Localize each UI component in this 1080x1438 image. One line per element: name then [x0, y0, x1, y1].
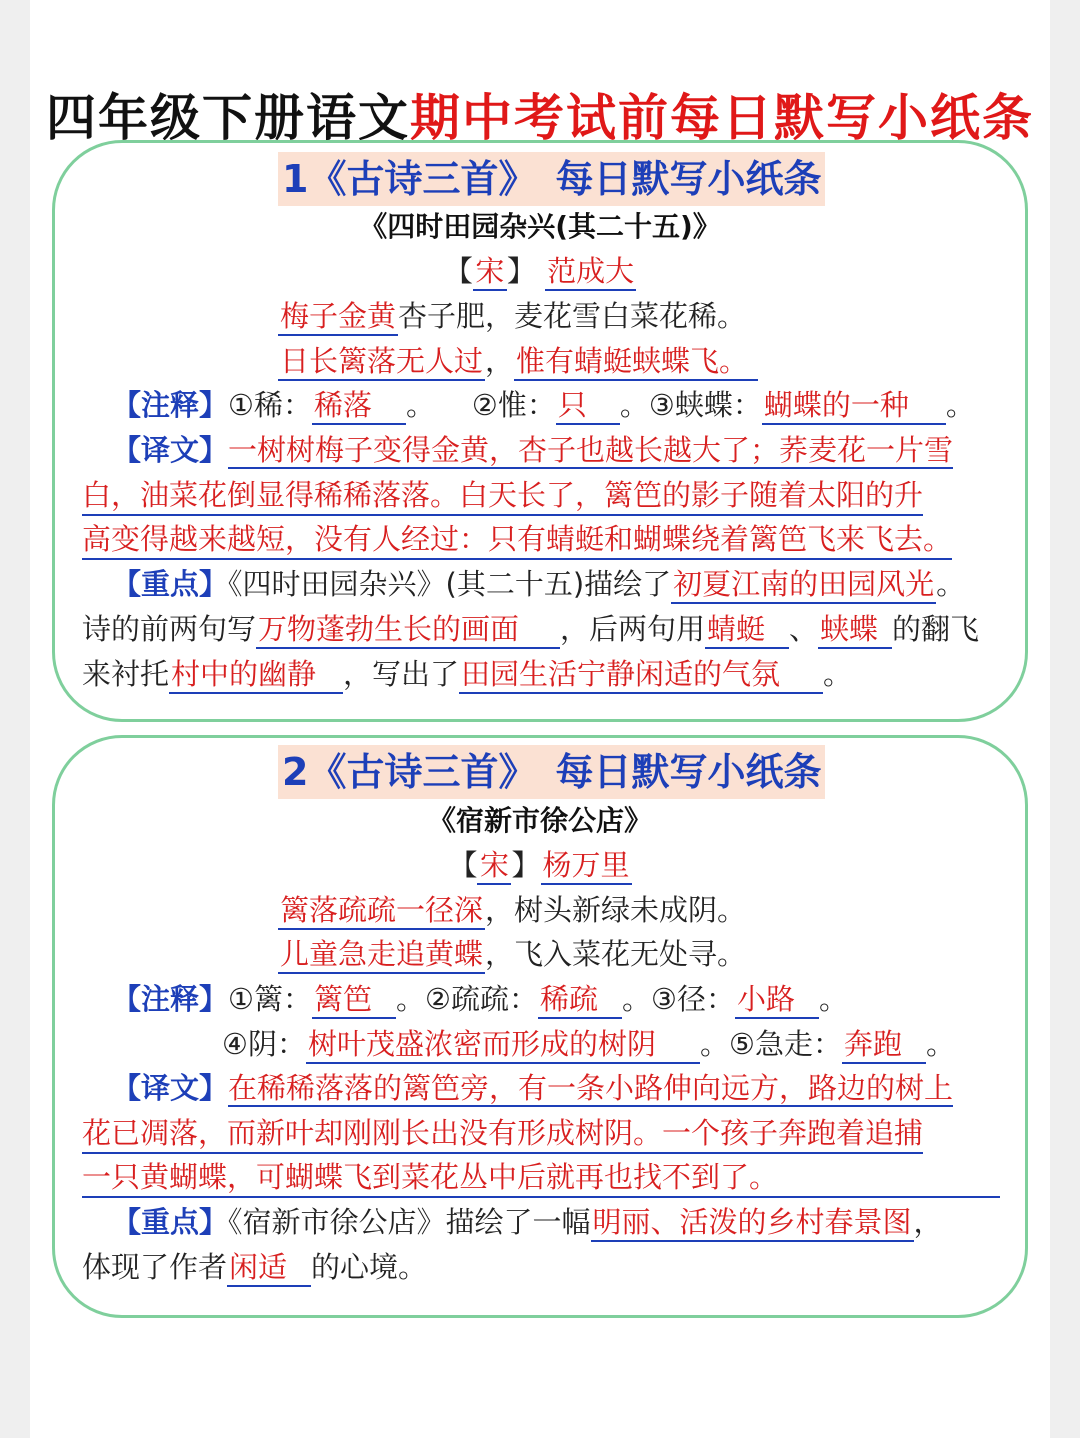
card-2-note3-answer: 小路 — [735, 981, 819, 1019]
card-1-key2-answer1: 万物蓬勃生长的画面 — [256, 611, 560, 649]
card-2-line1-rest: ，树头新绿未成阴。 — [485, 893, 747, 927]
key-text: 。 — [823, 657, 853, 691]
key-text: 诗的前两句写 — [82, 612, 257, 646]
note-prefix: ④阴： — [222, 1027, 306, 1061]
card-2-dynasty: 宋 — [477, 847, 511, 885]
card-1-key2-answer3: 蛱蝶 — [818, 611, 892, 649]
card-2-key2-answer: 闲适 — [227, 1249, 311, 1287]
translation-label: 【译文】 — [112, 1071, 229, 1105]
card-1-heading: 1《古诗三首》 每日默写小纸条 — [278, 152, 825, 206]
card-2-note5-answer: 奔跑 — [842, 1026, 926, 1064]
card-2-key-line-2 — [82, 1248, 427, 1287]
card-1-note2-answer: 只 — [556, 387, 620, 425]
note-prefix: ①篱： — [228, 982, 313, 1016]
card-1-key-line-2 — [82, 610, 979, 649]
note-suffix: 。 — [945, 388, 975, 422]
key-text: 的翻飞 — [892, 612, 980, 646]
card-1-line1-rest: 杏子肥，麦花雪白菜花稀。 — [398, 299, 747, 333]
card-2-author-line — [0, 846, 1080, 885]
title-part-black: 四年级下册语文 — [46, 89, 410, 147]
card-2-poem-line-2 — [278, 935, 746, 974]
note-suffix: 。③蛱蝶： — [619, 388, 762, 422]
key-text: 体现了作者 — [82, 1250, 228, 1284]
card-2-line2-rest: ，飞入菜花无处寻。 — [485, 937, 747, 971]
key-text: 来衬托 — [82, 657, 170, 691]
key-text: 的心境。 — [311, 1250, 428, 1284]
key-label: 【重点】 — [112, 1205, 229, 1239]
card-2-author: 杨万里 — [541, 847, 632, 885]
card-1-key-line-1 — [112, 565, 965, 604]
card-1-trans3: 高变得越来越短，没有人经过：只有蜻蜓和蝴蝶绕着篱笆飞来飞去。 — [82, 520, 952, 560]
key-text: ， — [913, 1205, 943, 1239]
bracket: 【 — [443, 254, 473, 288]
note-suffix: 。 — [406, 388, 436, 422]
card-1-trans1: 一树树梅子变得金黄，杏子也越长越大了；荞麦花一片雪 — [228, 433, 954, 467]
card-2-line2-fill: 儿童急走追黄蝶 — [278, 936, 485, 974]
card-1-key3-answer1: 村中的幽静 — [169, 656, 343, 694]
note-suffix: 。 — [819, 982, 849, 1016]
key-text: 、 — [789, 612, 819, 646]
card-2-note2-answer: 稀疏 — [538, 981, 622, 1019]
card-1-key-line-3 — [82, 655, 852, 694]
card-1-author-line — [0, 252, 1080, 291]
card-1-key2-answer2: 蜻蜓 — [705, 611, 789, 649]
card-2-trans3: 一只黄蝴蝶，可蝴蝶飞到菜花丛中后就再也找不到了。 — [82, 1158, 1000, 1198]
key-label: 【重点】 — [112, 567, 229, 601]
card-1-poem-line-2 — [278, 342, 758, 381]
note-suffix: 。 — [926, 1027, 956, 1061]
note-prefix: ①稀： — [228, 388, 313, 422]
key-text: ，写出了 — [343, 657, 460, 691]
card-2-notes-line-1 — [112, 980, 848, 1019]
card-1-note3-answer: 蝴蝶的一种 — [762, 387, 946, 425]
translation-label: 【译文】 — [112, 433, 229, 467]
card-2-poem-line-1 — [278, 891, 746, 930]
note-suffix: 。⑤急走： — [700, 1027, 842, 1061]
card-1-line1-fill: 梅子金黄 — [278, 298, 398, 336]
card-2-note1-answer: 篱笆 — [312, 981, 396, 1019]
note-suffix: 。③径： — [622, 982, 736, 1016]
card-1-poem-line-1 — [278, 297, 746, 336]
card-1-line2b: 惟有蜻蜓蛱蝶飞。 — [514, 343, 758, 381]
card-1-author: 范成大 — [545, 253, 636, 291]
card-2-key1-answer: 明丽、活泼的乡村春景图 — [591, 1204, 914, 1242]
note-suffix: 。②疏疏： — [396, 982, 539, 1016]
card-2-line1-fill: 篱落疏疏一径深 — [278, 892, 485, 930]
card-1-trans2: 白，油菜花倒显得稀稀落落。白天长了，篱笆的影子随着太阳的升 — [82, 476, 923, 516]
note-prefix: ②惟： — [471, 388, 556, 422]
bracket: 】 — [506, 254, 536, 288]
card-1-notes — [112, 386, 975, 425]
card-2-trans1: 在稀稀落落的篱笆旁，有一条小路伸向远方，路边的树上 — [228, 1071, 954, 1105]
notes-label: 【注释】 — [112, 388, 229, 422]
card-1-translation-line-1 — [112, 431, 953, 469]
title-part-red: 期中考试前每日默写小纸条 — [410, 89, 1034, 147]
card-1-dynasty: 宋 — [473, 253, 507, 291]
card-1-key3-answer2: 田园生活宁静闲适的气氛 — [459, 656, 823, 694]
key-text: 《宿新市徐公店》描绘了一幅 — [228, 1205, 591, 1239]
card-2-translation-line-1 — [112, 1069, 953, 1107]
notes-label: 【注释】 — [112, 982, 229, 1016]
bracket: 】 — [511, 848, 541, 882]
card-2-note4-answer: 树叶茂盛浓密而形成的树阴 — [306, 1026, 700, 1064]
card-1-poem-title: 《四时田园杂兴(其二十五)》 — [359, 210, 721, 243]
card-2-heading: 2《古诗三首》 每日默写小纸条 — [278, 745, 825, 799]
card-2-poem-title: 《宿新市徐公店》 — [427, 804, 652, 837]
card-2-notes-line-2 — [222, 1025, 955, 1064]
card-2-trans2: 花已凋落，而新叶却刚刚长出没有形成树阴。一个孩子奔跑着追捕 — [82, 1114, 923, 1154]
card-2-key-line-1 — [112, 1203, 943, 1242]
card-1-note1-answer: 稀落 — [312, 387, 406, 425]
bracket: 【 — [448, 848, 478, 882]
card-1-line2a: 日长篱落无人过 — [278, 343, 485, 381]
key-text: 。 — [936, 567, 966, 601]
key-text: 《四时田园杂兴》(其二十五)描绘了 — [228, 567, 672, 601]
comma: ， — [485, 344, 515, 378]
card-1-key1-answer: 初夏江南的田园风光 — [671, 566, 936, 604]
key-text: ，后两句用 — [560, 612, 706, 646]
